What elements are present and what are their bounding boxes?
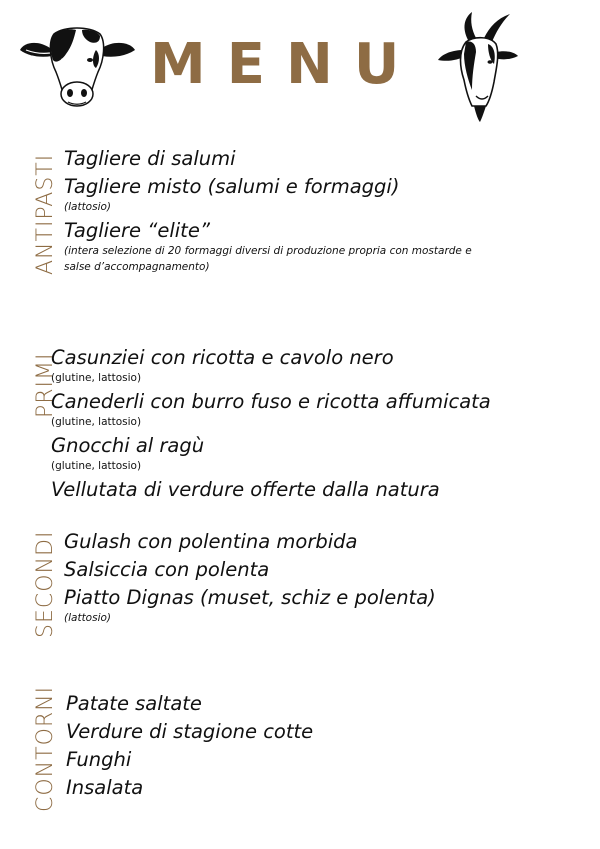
dish-name: Piatto Dignas (muset, schiz e polenta) (64, 586, 436, 609)
allergen-note: (lattosio) (64, 201, 112, 213)
list-item (64, 145, 484, 173)
secondi-list (64, 528, 436, 628)
allergen-note: (glutine, lattosio) (51, 372, 142, 384)
list-item (51, 432, 491, 474)
list-item (66, 746, 313, 774)
list-item (66, 690, 313, 718)
dish-name: Tagliere misto (salumi e formaggi) (64, 175, 400, 198)
menu-header (0, 0, 600, 130)
dish-name: Patate saltate (66, 692, 202, 715)
dish-name: Tagliere di salumi (64, 147, 236, 170)
section-label-primi: PRIMI (33, 352, 58, 418)
list-item (64, 556, 436, 584)
list-item (51, 388, 491, 430)
section-label-antipasti: ANTIPASTI (33, 153, 58, 275)
goat-head-icon (438, 10, 518, 122)
list-item (64, 584, 436, 626)
dish-description: (intera selezione di 20 formaggi diversi di produzione propria con mostarde e salse d’accompagnamento) (64, 245, 472, 273)
dish-name: Canederli con burro fuso e ricotta affumicata (51, 390, 491, 413)
contorni-list (66, 690, 313, 802)
list-item (51, 344, 491, 386)
section-contorni (0, 685, 600, 820)
dish-name: Gnocchi al ragù (51, 434, 205, 457)
section-secondi (0, 528, 600, 648)
list-item (66, 718, 313, 746)
dish-name: Funghi (66, 748, 132, 771)
section-label-contorni: CONTORNI (33, 685, 58, 812)
section-label-secondi: SECONDI (33, 530, 58, 638)
dish-name: Gulash con polentina morbida (64, 530, 358, 553)
list-item (64, 173, 484, 215)
list-item (51, 476, 491, 504)
list-item (64, 217, 484, 275)
list-item (66, 774, 313, 802)
cow-head-icon (20, 20, 135, 110)
dish-name: Salsiccia con polenta (64, 558, 270, 581)
allergen-note: (glutine, lattosio) (51, 416, 142, 428)
dish-name: Casunziei con ricotta e cavolo nero (51, 346, 394, 369)
allergen-note: (glutine, lattosio) (51, 460, 142, 472)
menu-title: MENU (150, 32, 421, 97)
allergen-note: (lattosio) (64, 612, 112, 624)
dish-name: Insalata (66, 776, 144, 799)
dish-name: Tagliere “elite” (64, 219, 210, 242)
section-antipasti (0, 145, 600, 295)
dish-name: Verdure di stagione cotte (66, 720, 314, 743)
antipasti-list (64, 145, 484, 277)
dish-name: Vellutata di verdure offerte dalla natura (51, 478, 440, 501)
section-primi (0, 344, 600, 514)
primi-list (51, 344, 491, 504)
list-item (64, 528, 436, 556)
